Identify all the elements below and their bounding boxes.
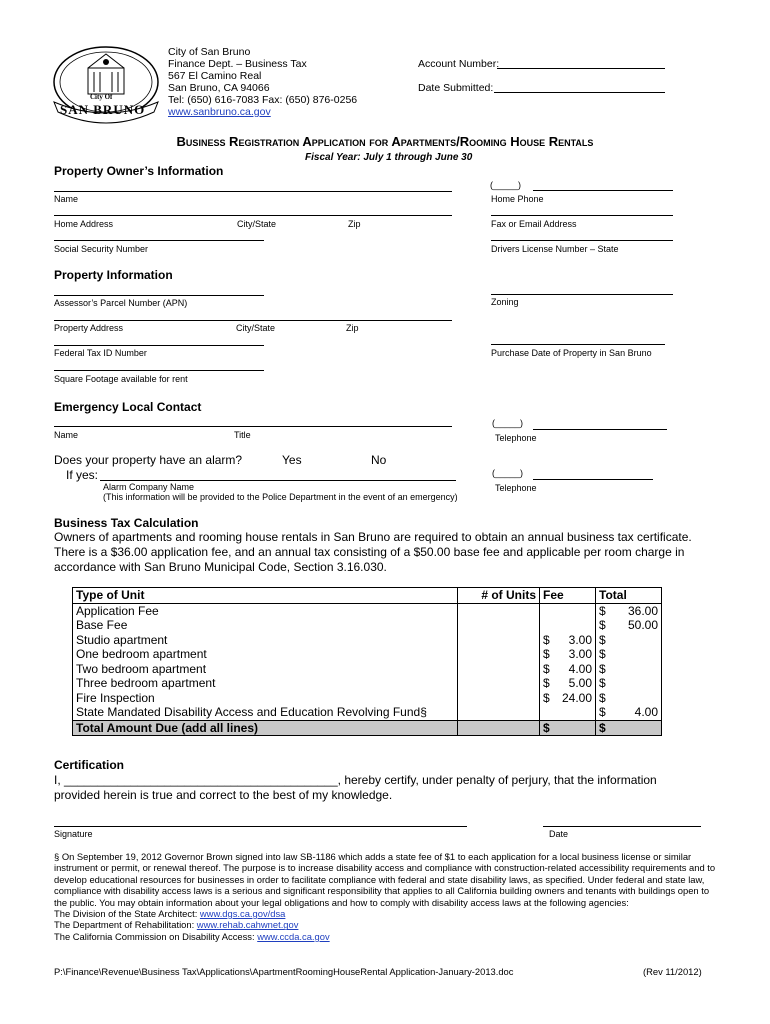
account-number-label: Account Number:: [418, 58, 500, 70]
agency-2-link[interactable]: www.rehab.cahwnet.gov: [196, 919, 299, 931]
owner-name-label: Name: [54, 194, 79, 204]
col-fee: Fee: [540, 588, 596, 604]
apn-label: Assessor’s Parcel Number (APN): [54, 298, 188, 308]
row-fee: $ 4.00: [540, 662, 596, 677]
signature-label: Signature: [54, 829, 93, 839]
row-fee: $ 24.00: [540, 691, 596, 706]
row-units-input[interactable]: [458, 618, 540, 633]
row-units-input[interactable]: [458, 691, 540, 706]
row-fee: $ 5.00: [540, 676, 596, 691]
row-type: One bedroom apartment: [73, 647, 458, 662]
row-total[interactable]: $: [596, 633, 662, 648]
address-line-1: City of San Bruno: [168, 46, 251, 58]
property-city-state-label: City/State: [236, 323, 276, 333]
owner-city-state-label: City/State: [237, 219, 277, 229]
cert-suffix: , hereby certify, under penalty of perjury, that the information: [337, 773, 657, 787]
seal-text-bottom: SAN BRUNO: [60, 102, 146, 117]
emergency-name-field[interactable]: [54, 426, 452, 427]
table-row: [73, 603, 662, 618]
emergency-phone-field[interactable]: [533, 429, 667, 430]
apn-field[interactable]: [54, 295, 264, 296]
purchase-date-label: Purchase Date of Property in San Bruno: [491, 348, 652, 358]
owner-ssn-label: Social Security Number: [54, 244, 149, 254]
fiscal-year: Fiscal Year: July 1 through June 30: [305, 152, 473, 163]
footer-rev: (Rev 11/2012): [643, 966, 702, 977]
address-line-5: Tel: (650) 616-7083 Fax: (650) 876-0256: [168, 94, 358, 106]
agency-3: The California Commission on Disability Access: www.ccda.ca.gov: [54, 930, 330, 942]
emergency-title-label: Title: [234, 430, 251, 440]
row-fee: [540, 618, 596, 633]
row-total[interactable]: $: [596, 691, 662, 706]
seal-text-top: City Of: [90, 93, 113, 101]
alarm-company-field[interactable]: [100, 480, 456, 481]
col-type-of-unit: Type of Unit: [73, 588, 458, 604]
row-units-input[interactable]: [458, 705, 540, 720]
agency-1: The Division of the State Architect: www.dgs.ca.gov/dsa: [54, 908, 286, 920]
row-fee: $ 3.00: [540, 647, 596, 662]
owner-home-phone-field[interactable]: [533, 190, 673, 191]
city-seal-logo: [50, 44, 162, 124]
alarm-note: (This information will be provided to the Police Department in the event of an emergency): [103, 492, 458, 502]
date-label: Date: [549, 829, 569, 839]
emergency-name-label: Name: [54, 430, 79, 440]
row-total: $ 4.00: [596, 705, 662, 720]
cert-line2: provided herein is true and correct to the best of my knowledge.: [54, 788, 393, 802]
tax-total-row: [73, 720, 662, 736]
row-units-input[interactable]: [458, 662, 540, 677]
owner-fax-email-field[interactable]: [491, 215, 673, 216]
table-row: [73, 618, 662, 633]
owner-ssn-field[interactable]: [54, 240, 264, 241]
agency-1-link[interactable]: www.dgs.ca.gov/dsa: [199, 908, 286, 920]
row-total[interactable]: $: [596, 647, 662, 662]
emergency-heading: Emergency Local Contact: [54, 400, 202, 414]
alarm-phone-field[interactable]: [533, 479, 653, 480]
owner-address-field[interactable]: [54, 215, 452, 216]
table-row: [73, 691, 662, 706]
owner-zip-label: Zip: [348, 219, 361, 229]
owner-license-field[interactable]: [491, 240, 673, 241]
total-units: [458, 720, 540, 736]
cert-name-field[interactable]: _________________________________________: [64, 773, 338, 787]
property-heading: Property Information: [54, 268, 173, 282]
signature-field[interactable]: [54, 826, 467, 827]
owner-license-label: Drivers License Number – State: [491, 244, 619, 254]
tax-table-header: [73, 588, 662, 604]
address-line-2: Finance Dept. – Business Tax: [168, 58, 307, 70]
row-units-input[interactable]: [458, 603, 540, 618]
purchase-date-field[interactable]: [491, 344, 665, 345]
tax-paragraph: Owners of apartments and rooming house rentals in San Bruno are required to obtain an annual business tax certificate. There is a $36.00 application fee, and an annual tax consisting of a $50.00 base fee and applicable per room charge in accordance with San Bruno Municipal Code, Section 3.16.030.: [54, 530, 692, 574]
col-total: Total: [596, 588, 662, 604]
form-title: Business Registration Application for Apartments/Rooming House Rentals: [176, 134, 594, 149]
table-row: [73, 705, 662, 720]
table-row: [73, 633, 662, 648]
zoning-field[interactable]: [491, 294, 673, 295]
row-units-input[interactable]: [458, 676, 540, 691]
row-type: Two bedroom apartment: [73, 662, 458, 677]
emergency-telephone-label: Telephone: [495, 433, 537, 443]
owner-fax-email-label: Fax or Email Address: [491, 219, 577, 229]
date-field[interactable]: [543, 826, 701, 827]
row-units-input[interactable]: [458, 633, 540, 648]
sqft-label: Square Footage available for rent: [54, 374, 188, 384]
total-fee[interactable]: $: [540, 720, 596, 736]
emergency-phone-paren: (_____): [492, 418, 524, 428]
tax-heading: Business Tax Calculation: [54, 516, 199, 530]
owner-heading: Property Owner’s Information: [54, 164, 224, 178]
row-total: $ 36.00: [596, 603, 662, 618]
row-type: Fire Inspection: [73, 691, 458, 706]
row-fee: $ 3.00: [540, 633, 596, 648]
owner-name-field[interactable]: [54, 191, 452, 192]
footer-path: P:\Finance\Revenue\Business Tax\Applications\ApartmentRoomingHouseRental Application-January-2013.doc: [54, 966, 514, 977]
alarm-company-label: Alarm Company Name: [103, 482, 195, 492]
footnote: [54, 851, 722, 942]
alarm-phone-paren: (_____): [492, 468, 524, 478]
owner-home-phone-label: Home Phone: [491, 194, 544, 204]
row-fee: [540, 705, 596, 720]
property-zip-label: Zip: [346, 323, 359, 333]
row-type: Studio apartment: [73, 633, 458, 648]
alarm-if-yes: If yes:: [66, 468, 99, 482]
row-total: $ 50.00: [596, 618, 662, 633]
table-row: [73, 662, 662, 677]
certification-heading: Certification: [54, 758, 125, 772]
row-type: Three bedroom apartment: [73, 676, 458, 691]
owner-home-address-label: Home Address: [54, 219, 114, 229]
date-submitted-field[interactable]: [494, 92, 665, 93]
row-type: State Mandated Disability Access and Education Revolving Fund§: [73, 705, 458, 720]
tax-table: [72, 587, 662, 736]
property-address-field[interactable]: [54, 320, 452, 321]
alarm-question: Does your property have an alarm?: [54, 453, 243, 467]
alarm-no-option[interactable]: No: [371, 453, 387, 467]
account-number-field[interactable]: [497, 68, 665, 69]
property-address-label: Property Address: [54, 323, 124, 333]
total-amount[interactable]: $: [596, 720, 662, 736]
row-total[interactable]: $: [596, 662, 662, 677]
federal-tax-label: Federal Tax ID Number: [54, 348, 147, 358]
owner-phone-paren: (_____): [490, 180, 522, 190]
agency-3-link[interactable]: www.ccda.ca.gov: [257, 930, 330, 942]
sqft-field[interactable]: [54, 370, 264, 371]
row-type: Base Fee: [73, 618, 458, 633]
footnote-paragraph: § On September 19, 2012 Governor Brown signed into law SB-1186 which adds a state fee of $1 to each application for a local business license or similar instrument or permit, or renewal thereof. The purpose is to increase disability access and compliance with construction-related accessibility requirements and to develop educational resources for businesses in order to facilitate compliance with federal and state disability laws, as specified. Under federal and state law, compliance with disability access laws is a serious and significant responsibility that applies to all California building owners and tenants with buildings open to the public. You may obtain information about your legal obligations and how to comply with disability access laws at the following agencies:: [54, 851, 716, 908]
row-type: Application Fee: [73, 603, 458, 618]
alarm-yes-option[interactable]: Yes: [282, 453, 302, 467]
col-num-units: # of Units: [458, 588, 540, 604]
agency-2: The Department of Rehabilitation: www.rehab.cahwnet.gov: [54, 919, 299, 931]
federal-tax-field[interactable]: [54, 345, 264, 346]
table-row: [73, 647, 662, 662]
website-link[interactable]: www.sanbruno.ca.gov: [168, 106, 271, 118]
zoning-label: Zoning: [491, 297, 519, 307]
total-label: Total Amount Due (add all lines): [73, 720, 458, 736]
alarm-telephone-label: Telephone: [495, 483, 537, 493]
date-submitted-label: Date Submitted:: [418, 82, 494, 94]
cert-prefix: I,: [54, 773, 61, 787]
row-fee: [540, 603, 596, 618]
certification-text: [54, 773, 734, 803]
row-units-input[interactable]: [458, 647, 540, 662]
address-block: [168, 46, 357, 118]
address-line-3: 567 El Camino Real: [168, 70, 262, 82]
table-row: [73, 676, 662, 691]
address-line-4: San Bruno, CA 94066: [168, 82, 270, 94]
row-total[interactable]: $: [596, 676, 662, 691]
